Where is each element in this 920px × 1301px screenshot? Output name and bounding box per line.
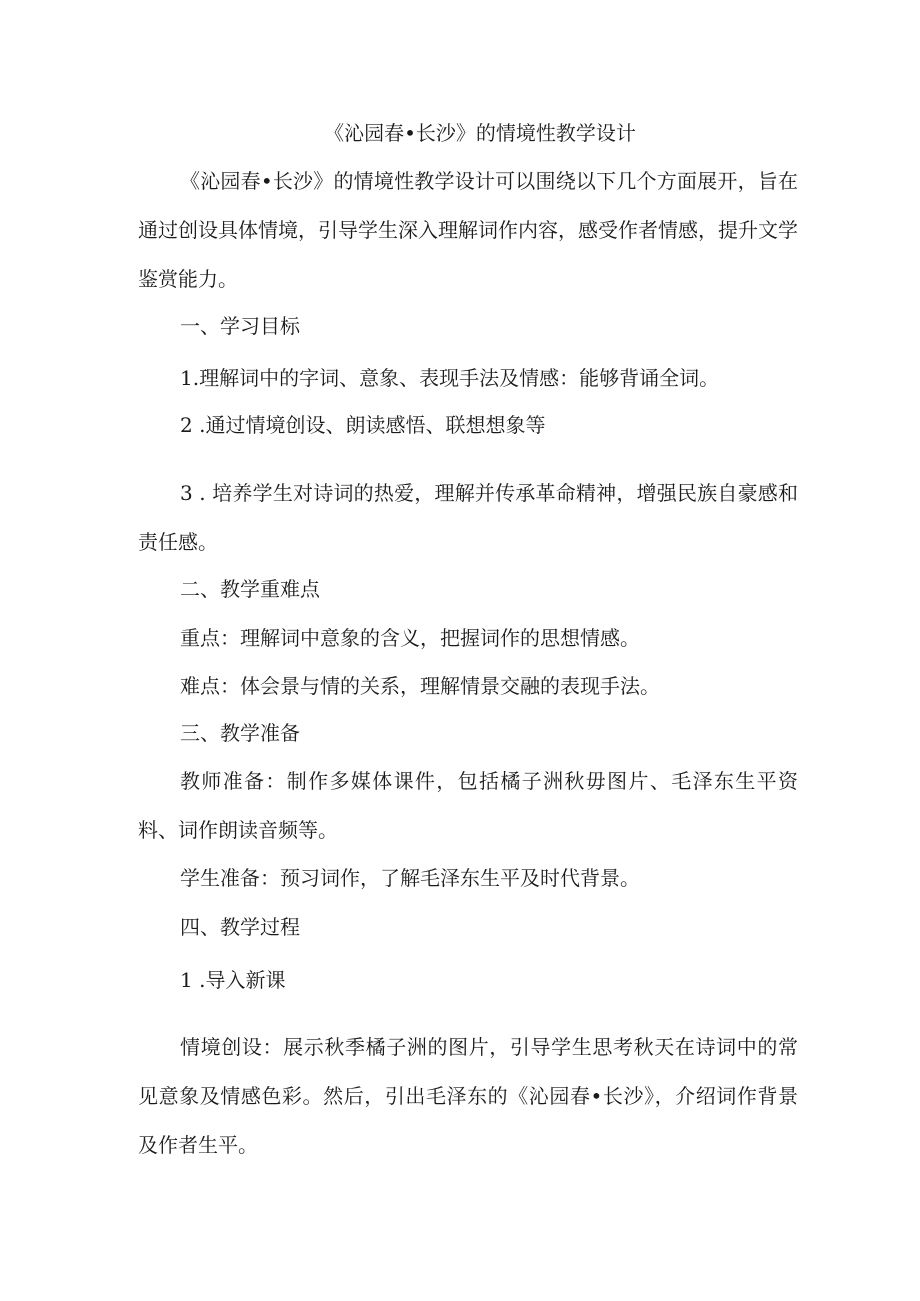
section-heading-preparation: 三、教学准备 bbox=[180, 721, 300, 745]
student-preparation: 学生准备：预习词作，了解毛泽东生平及时代背景。 bbox=[180, 866, 640, 890]
document-title: 《沁园春•长沙》的情境性教学设计 bbox=[324, 121, 636, 145]
section-heading-process: 四、教学过程 bbox=[180, 915, 300, 939]
section-heading-objectives: 一、学习目标 bbox=[180, 314, 300, 338]
objective-item-2: 2 .通过情境创设、朗读感悟、联想想象等 bbox=[180, 413, 546, 437]
key-point-text: 重点：理解词中意象的含义，把握词作的思想情感。 bbox=[180, 626, 640, 650]
section-heading-key-points: 二、教学重难点 bbox=[180, 577, 320, 601]
scenario-paragraph: 情境创设：展示秋季橘子洲的图片，引导学生思考秋天在诗词中的常见意象及情感色彩。然后，引出毛泽东的《沁园春•长沙》，介绍词作背景及作者生平。 bbox=[138, 1035, 798, 1157]
objective-item-3: 3 . 培养学生对诗词的热爱，理解并传承革命精神，增强民族自豪感和责任感。 bbox=[138, 481, 798, 554]
teacher-preparation: 教师准备：制作多媒体课件，包括橘子洲秋毋图片、毛泽东生平资料、词作朗读音频等。 bbox=[138, 769, 798, 842]
process-step-1: 1 .导入新课 bbox=[180, 968, 286, 992]
intro-paragraph: 《沁园春•长沙》的情境性教学设计可以围绕以下几个方面展开，旨在通过创设具体情境，引导学生深入理解词作内容，感受作者情感，提升文学鉴赏能力。 bbox=[138, 169, 798, 291]
objective-item-1: 1.理解词中的字词、意象、表现手法及情感：能够背诵全词。 bbox=[180, 366, 720, 390]
difficulty-text: 难点：体会景与情的关系，理解情景交融的表现手法。 bbox=[180, 674, 660, 698]
